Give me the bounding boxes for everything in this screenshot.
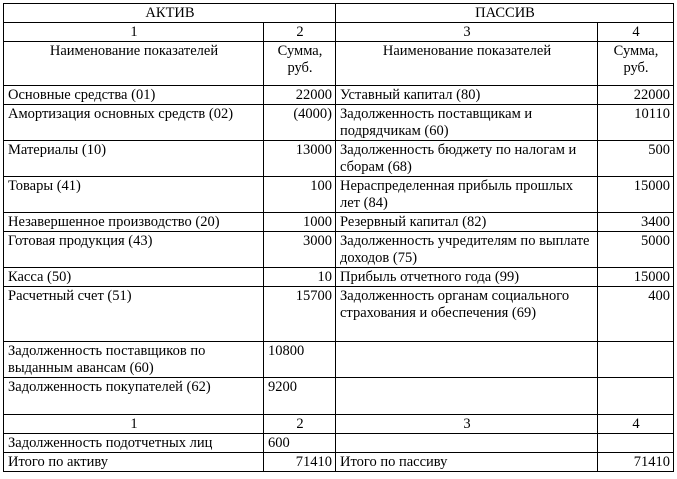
passiv-item-sum: 15000 [598,268,674,287]
balance-sheet-table [3,3,674,472]
section-header-row [4,4,674,23]
table-row [4,268,674,287]
column-heading-row [4,42,674,86]
table-row [4,141,674,177]
passiv-item-sum: 15000 [598,177,674,213]
aktiv-item-sum: 600 [264,434,336,453]
table-row [4,434,674,453]
aktiv-item-name: Товары (41) [4,177,264,213]
passiv-item-name: Резервный капитал (82) [336,213,598,232]
passiv-name-heading: Наименование показателей [336,42,598,86]
aktiv-total-label: Итого по активу [4,453,264,472]
passiv-item-sum: 5000 [598,232,674,268]
aktiv-header: АКТИВ [4,4,336,23]
table-row [4,177,674,213]
passiv-item-sum: 3400 [598,213,674,232]
aktiv-item-sum: 100 [264,177,336,213]
aktiv-total-sum: 71410 [264,453,336,472]
aktiv-item-sum: 10 [264,268,336,287]
passiv-item-sum: 500 [598,141,674,177]
passiv-item-sum: 10110 [598,105,674,141]
aktiv-item-name: Расчетный счет (51) [4,287,264,342]
table-row [4,213,674,232]
aktiv-item-sum: 9200 [264,378,336,415]
passiv-item-sum [598,434,674,453]
aktiv-item-name: Задолженность поставщиков по выданным авансам (60) [4,342,264,378]
passiv-item-sum: 22000 [598,86,674,105]
table-row [4,105,674,141]
table-row [4,287,674,342]
passiv-total-label: Итого по пассиву [336,453,598,472]
aktiv-item-name: Незавершенное производство (20) [4,213,264,232]
passiv-item-name [336,378,598,415]
aktiv-item-name: Задолженность покупателей (62) [4,378,264,415]
column-number: 4 [598,23,674,42]
table-row [4,232,674,268]
passiv-item-name: Нераспределенная прибыль прошлых лет (84) [336,177,598,213]
aktiv-item-sum: 1000 [264,213,336,232]
aktiv-item-name: Основные средства (01) [4,86,264,105]
column-number: 4 [598,415,674,434]
aktiv-item-name: Амортизация основных средств (02) [4,105,264,141]
passiv-sum-heading: Сумма, руб. [598,42,674,86]
aktiv-item-name: Касса (50) [4,268,264,287]
column-number: 1 [4,23,264,42]
aktiv-item-sum: 22000 [264,86,336,105]
aktiv-item-sum: 3000 [264,232,336,268]
passiv-item-name: Задолженность учредителям по выплате доходов (75) [336,232,598,268]
aktiv-item-name: Задолженность подотчетных лиц [4,434,264,453]
table-row [4,342,674,378]
aktiv-item-sum: 13000 [264,141,336,177]
column-number: 3 [336,415,598,434]
column-number: 2 [264,415,336,434]
aktiv-name-heading: Наименование показателей [4,42,264,86]
aktiv-item-name: Готовая продукция (43) [4,232,264,268]
passiv-total-sum: 71410 [598,453,674,472]
column-number-row [4,415,674,434]
column-number: 2 [264,23,336,42]
passiv-item-name [336,342,598,378]
column-number-row [4,23,674,42]
column-number: 1 [4,415,264,434]
passiv-item-sum [598,378,674,415]
column-number: 3 [336,23,598,42]
table-row [4,86,674,105]
passiv-item-name: Прибыль отчетного года (99) [336,268,598,287]
totals-row [4,453,674,472]
passiv-item-name: Задолженность поставщикам и подрядчикам (60) [336,105,598,141]
passiv-item-sum [598,342,674,378]
aktiv-sum-heading: Сумма, руб. [264,42,336,86]
passiv-item-name [336,434,598,453]
aktiv-item-sum: 15700 [264,287,336,342]
aktiv-item-sum: (4000) [264,105,336,141]
aktiv-item-name: Материалы (10) [4,141,264,177]
passiv-item-name: Задолженность бюджету по налогам и сборам (68) [336,141,598,177]
passiv-item-name: Задолженность органам социального страхования и обеспечения (69) [336,287,598,342]
passiv-item-name: Уставный капитал (80) [336,86,598,105]
passiv-header: ПАССИВ [336,4,674,23]
aktiv-item-sum: 10800 [264,342,336,378]
passiv-item-sum: 400 [598,287,674,342]
table-row [4,378,674,415]
